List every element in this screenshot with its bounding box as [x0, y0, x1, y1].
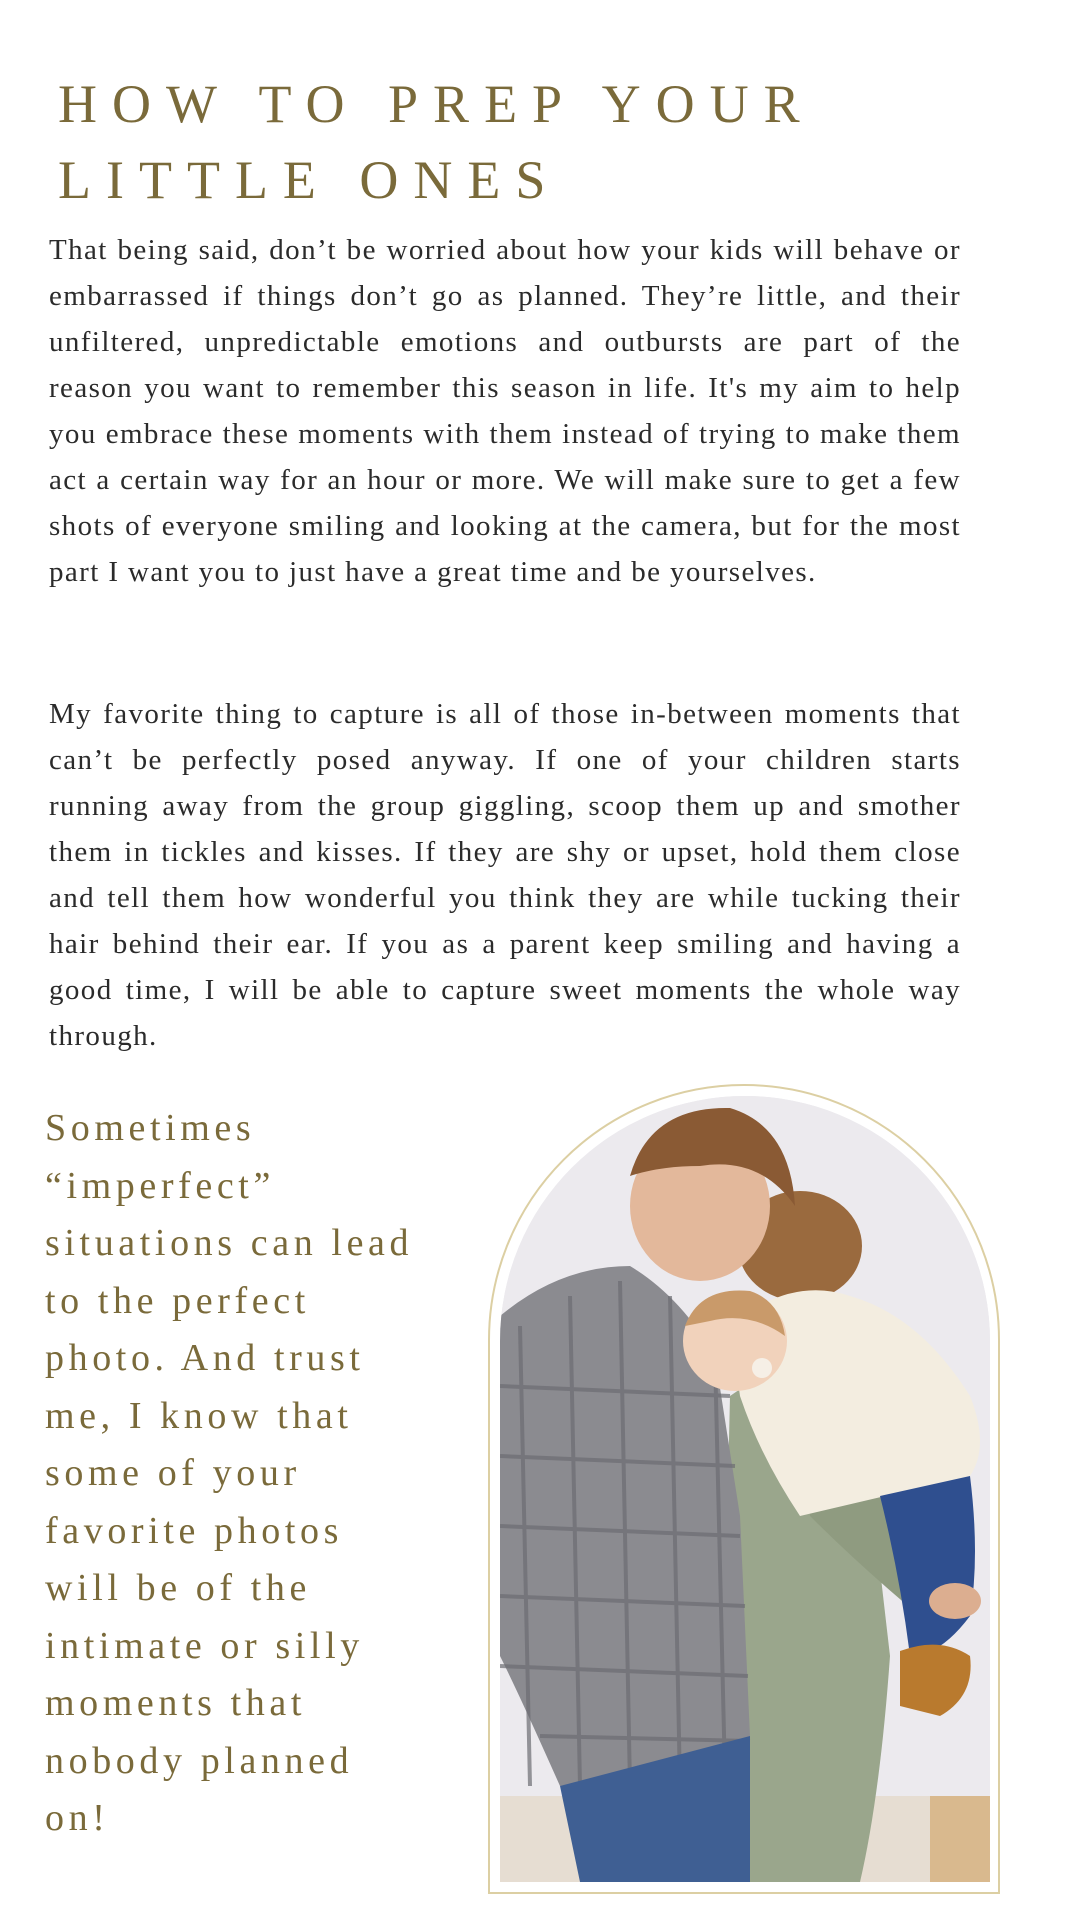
title-line-2: LITTLE ONES [58, 150, 561, 210]
page-title [58, 66, 958, 218]
family-photo-illustration [500, 1096, 990, 1882]
body-paragraph-2: My favorite thing to capture is all of those in-between moments that can’t be perfectly posed anyway. If one of your children starts running away from the group giggling, scoop them up and smother them in tickles and kisses. If they are shy or upset, hold them close and tell them how wonderful you think they are while tucking their hair behind their ear. If you as a parent keep smiling and having a good time, I will be able to capture sweet moments the whole way through. [49, 698, 961, 1052]
title-line-1: HOW TO PREP YOUR [58, 74, 815, 134]
body-paragraph-1: That being said, don’t be worried about how your kids will behave or embarrassed if things don’t go as planned. They’re little, and their unfiltered, unpredictable emotions and outbursts are part of the reason you want to remember this season in life. It's my aim to help you embrace these moments with them instead of trying to make them act a certain way for an hour or more. We will make sure to get a few shots of everyone smiling and looking at the camera, but for the most part I want you to just have a great time and be yourselves. [49, 234, 961, 588]
pull-quote: Sometimes “imperfect” situations can lead to the perfect photo. And trust me, I know that some of your favorite photos will be of the intimate or silly moments that nobody planned on! [45, 1107, 414, 1839]
family-photo [500, 1096, 990, 1882]
